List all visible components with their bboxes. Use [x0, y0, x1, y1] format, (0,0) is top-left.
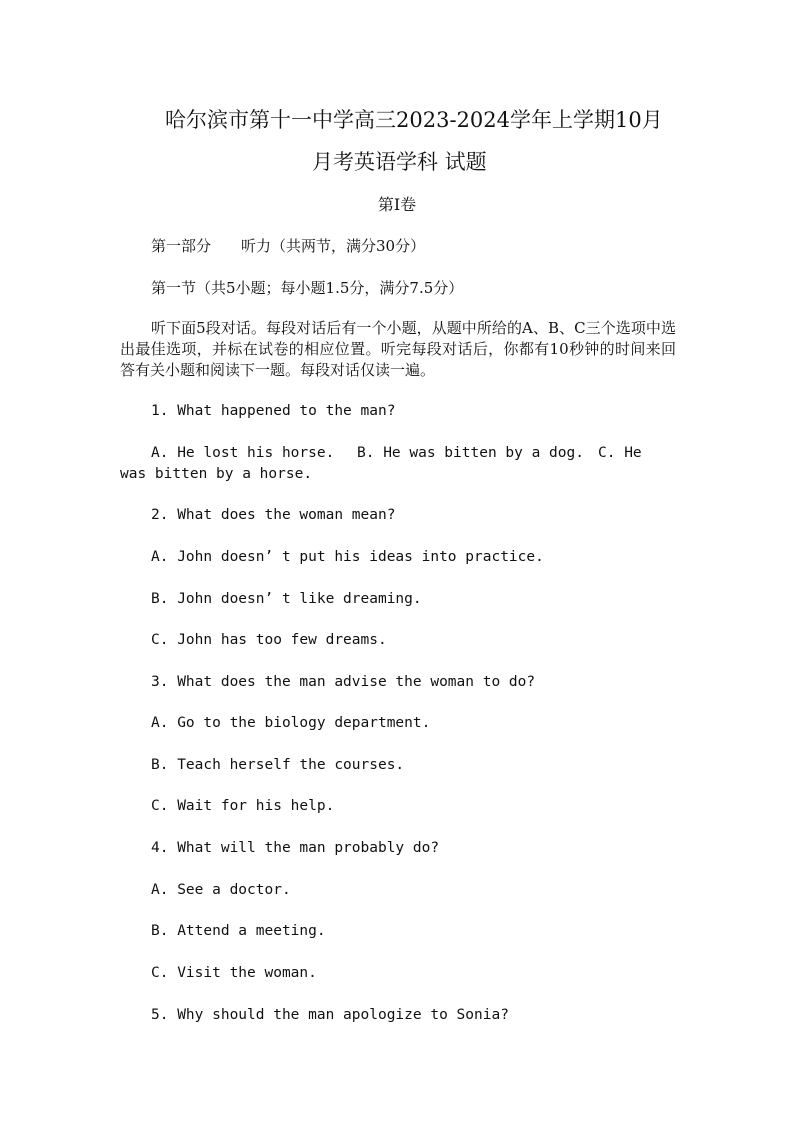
- question-3-option-c: C. Wait for his help.: [151, 798, 335, 814]
- question-3-option-b: B. Teach herself the courses.: [151, 757, 405, 773]
- question-4-option-b: B. Attend a meeting.: [151, 923, 326, 939]
- question-5-stem: 5. Why should the man apologize to Sonia?: [151, 1007, 509, 1023]
- volume-heading: 第I卷: [377, 195, 417, 214]
- exam-title-line-2: 月考英语学科 试题: [312, 150, 487, 174]
- question-1-option-c: C. He was bitten by a horse.: [120, 445, 642, 482]
- exam-title-line-1: 哈尔滨市第十一中学高三2023-2024学年上学期10月: [165, 108, 663, 132]
- section-heading: 第一节（共5小题；每小题1.5分，满分7.5分）: [151, 279, 464, 297]
- question-4-option-a: A. See a doctor.: [151, 882, 291, 898]
- question-2-option-c: C. John has too few dreams.: [151, 632, 387, 648]
- question-1-options: [120, 443, 676, 485]
- question-1-stem: 1. What happened to the man?: [151, 403, 396, 419]
- instructions-paragraph: 听下面5段对话。每段对话后有一个小题，从题中所给的A、B、C三个选项中选出最佳选项，并标在试卷的相应位置。听完每段对话后，你都有10秒钟的时间来回答有关小题和阅读下一题。每段对话仅读一遍。: [120, 319, 676, 379]
- part-heading: 第一部分 听力（共两节，满分30分）: [151, 237, 426, 255]
- question-3-option-a: A. Go to the biology department.: [151, 715, 431, 731]
- question-1-option-a: A. He lost his horse.: [151, 445, 335, 461]
- question-2-option-a: A. John doesn’ t put his ideas into practice.: [151, 549, 544, 565]
- question-1-option-b: B. He was bitten by a dog.: [357, 445, 584, 461]
- question-3-stem: 3. What does the man advise the woman to do?: [151, 674, 536, 690]
- question-4-option-c: C. Visit the woman.: [151, 965, 317, 981]
- question-2-stem: 2. What does the woman mean?: [151, 507, 396, 523]
- question-4-stem: 4. What will the man probably do?: [151, 840, 440, 856]
- question-2-option-b: B. John doesn’ t like dreaming.: [151, 591, 422, 607]
